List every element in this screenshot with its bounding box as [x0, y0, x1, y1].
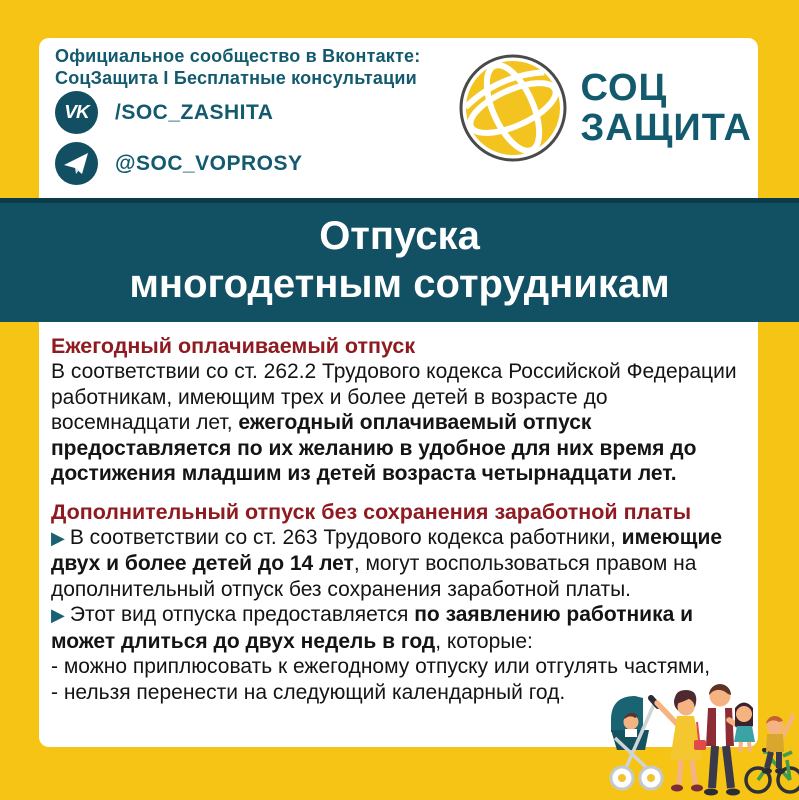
- stroller: [611, 696, 662, 789]
- community-line1: Официальное сообщество в Вконтакте:: [55, 46, 421, 66]
- vk-icon: [55, 91, 98, 134]
- section2-paragraph-1: [51, 525, 752, 603]
- text-run: В соответствии со ст. 263 Трудового кодекса работники,: [69, 525, 622, 549]
- telegram-handle-text: @SOC_VOPROSY: [115, 151, 303, 175]
- text-run-bold: имеющие двух и более детей до 14 лет: [51, 525, 723, 575]
- text-run-bold: ежегодный оплачиваемый отпуск предоставляется по их желанию в удобное для них время до достижения младшим из детей возраста четырнадцати лет.: [51, 411, 697, 485]
- arrow-bullet-icon: ▶: [51, 527, 65, 548]
- logo-line2: ЗАЩИТА: [580, 107, 752, 149]
- boy-on-bicycle: [746, 716, 799, 792]
- vk-handle-row: [55, 91, 273, 134]
- family-illustration: [591, 652, 799, 800]
- community-line2: СоцЗащита I Бесплатные консультации: [55, 68, 417, 88]
- mother: [657, 690, 706, 792]
- community-title: [55, 45, 420, 89]
- text-run-bold: по заявлению работника и может длиться до двух недель в год: [51, 603, 694, 653]
- text-run: , могут воспользоваться правом на дополнительный отпуск без сохранения заработной платы.: [51, 552, 697, 601]
- globe-icon: [458, 52, 568, 164]
- telegram-handle-row: [55, 142, 303, 185]
- vk-icon-letters: VK: [64, 102, 89, 122]
- header-panel: [39, 38, 758, 198]
- text-run: Этот вид отпуска предоставляется: [69, 603, 415, 626]
- text-run: , которые:: [435, 629, 533, 653]
- brand-logo: [458, 52, 752, 164]
- brand-logo-text: [580, 68, 752, 148]
- banner-title-line1: Отпуска: [319, 214, 480, 258]
- vk-handle-text: /SOC_ZASHITA: [115, 100, 274, 124]
- logo-line1: СОЦ: [580, 67, 668, 109]
- text-run: В соответствии со ст. 262.2 Трудового кодекса Российской Федерации работникам, имеющим трех и более детей в возрасте до восемнадцати лет,: [51, 360, 737, 434]
- paper-plane-icon: [55, 142, 98, 185]
- section2-paragraph-2: [51, 602, 752, 654]
- section2-list-item-1: - можно приплюсовать к ежегодному отпуску или отгулять частями,: [51, 655, 711, 678]
- telegram-icon: [55, 142, 98, 185]
- arrow-bullet-icon: ▶: [51, 605, 65, 625]
- section1-heading: Ежегодный оплачиваемый отпуск: [51, 334, 416, 358]
- section2-list-item-2: - нельзя перенести на следующий календарный год.: [51, 680, 566, 704]
- title-banner: [0, 198, 799, 322]
- banner-title-line2: многодетным сотрудникам: [129, 262, 670, 306]
- section2-heading: Дополнительный отпуск без сохранения заработной платы: [51, 499, 692, 524]
- section1-paragraph: [51, 359, 752, 487]
